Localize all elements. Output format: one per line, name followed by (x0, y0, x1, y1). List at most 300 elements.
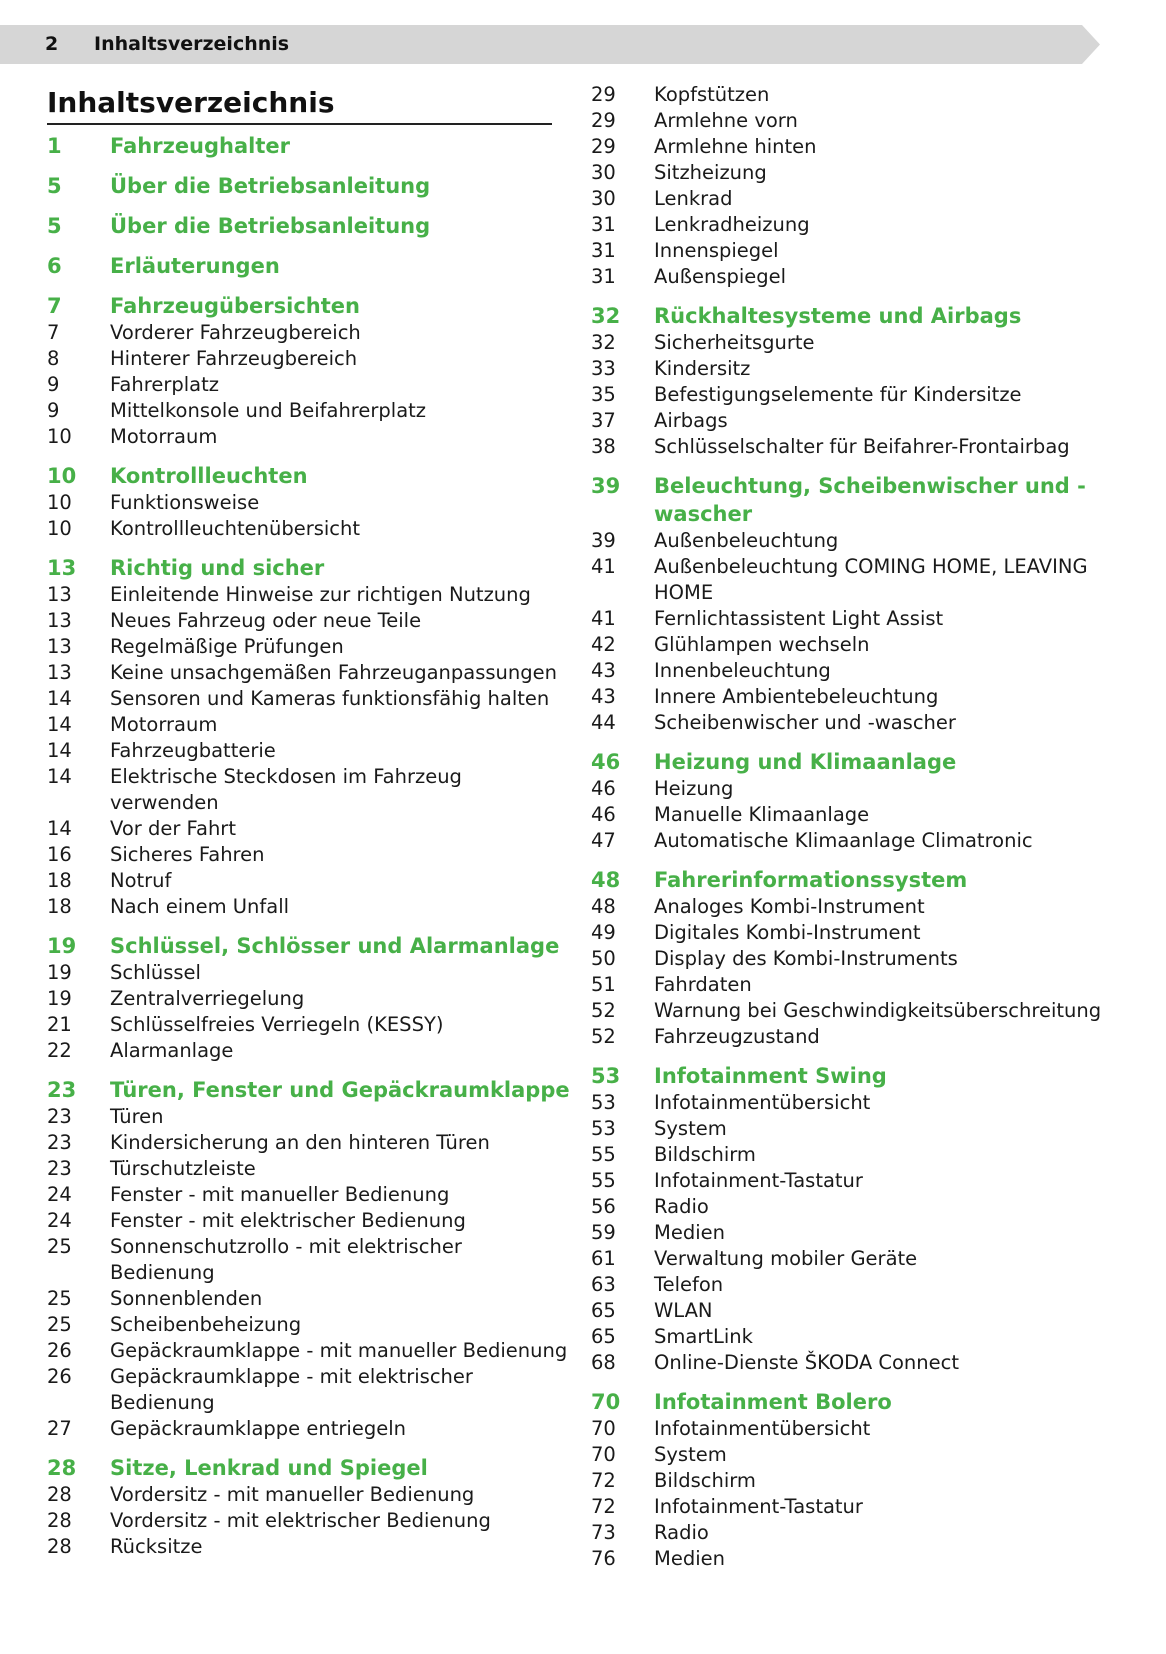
entry-title: Vordersitz - mit elektrischer Bedienung (110, 1509, 491, 1532)
toc-section-heading[interactable] (47, 212, 562, 240)
entry-page-number: 14 (47, 765, 72, 788)
entry-title: Armlehne hinten (654, 135, 817, 158)
toc-entry[interactable] (47, 582, 562, 608)
toc-section-heading[interactable] (47, 132, 562, 160)
section-page-number: 23 (47, 1078, 77, 1102)
entry-page-number: 70 (591, 1443, 616, 1466)
entry-title: Fenster - mit manueller Bedienung (110, 1183, 450, 1206)
entry-title: Fahrzeugbatterie (110, 739, 276, 762)
entry-page-number: 42 (591, 633, 616, 656)
section-page-number: 6 (47, 254, 62, 278)
entry-page-number: 32 (591, 331, 616, 354)
toc-entry[interactable] (591, 408, 1111, 434)
entry-page-number: 26 (47, 1365, 72, 1388)
entry-page-number: 25 (47, 1235, 72, 1258)
section-page-number: 5 (47, 174, 62, 198)
entry-title: Scheibenbeheizung (110, 1313, 302, 1336)
entry-title: Medien (654, 1221, 725, 1244)
entry-page-number: 29 (591, 83, 616, 106)
section-title: Fahrzeughalter (110, 134, 290, 158)
toc-entry[interactable] (591, 382, 1111, 408)
entry-page-number: 27 (47, 1417, 72, 1440)
entry-page-number: 53 (591, 1091, 616, 1114)
entry-page-number: 65 (591, 1299, 616, 1322)
toc-entry[interactable] (47, 608, 562, 634)
entry-title: Fenster - mit elektrischer Bedienung (110, 1209, 466, 1232)
toc-entry[interactable] (47, 634, 562, 660)
toc-section-heading[interactable] (591, 1062, 1111, 1090)
toc-entry[interactable] (591, 998, 1111, 1024)
entry-title: Alarmanlage (110, 1039, 234, 1062)
entry-title: Kindersitz (654, 357, 751, 380)
section-page-number: 28 (47, 1456, 77, 1480)
entry-title: Infotainmentübersicht (654, 1417, 871, 1440)
entry-page-number: 23 (47, 1131, 72, 1154)
toc-entry[interactable] (591, 632, 1111, 658)
toc-entry[interactable] (591, 946, 1111, 972)
toc-entry[interactable] (591, 1090, 1111, 1116)
toc-entry[interactable] (591, 356, 1111, 382)
toc-entry[interactable] (591, 1324, 1111, 1350)
toc-section-heading[interactable] (47, 1454, 562, 1482)
page-number: 2 (45, 33, 59, 55)
entry-page-number: 19 (47, 987, 72, 1010)
toc-entry[interactable] (47, 1534, 562, 1560)
entry-title: Medien (654, 1547, 725, 1570)
entry-title: Sicherheitsgurte (654, 331, 815, 354)
entry-page-number: 24 (47, 1183, 72, 1206)
toc-entry[interactable] (591, 684, 1111, 710)
toc-entry[interactable] (591, 1142, 1111, 1168)
entry-title: Heizung (654, 777, 734, 800)
entry-page-number: 23 (47, 1157, 72, 1180)
entry-title: Neues Fahrzeug oder neue Teile (110, 609, 422, 632)
toc-left-column (47, 132, 570, 1560)
entry-page-number: 29 (591, 135, 616, 158)
entry-page-number: 21 (47, 1013, 72, 1036)
entry-title: Türschutzleiste (110, 1157, 256, 1180)
entry-page-number: 16 (47, 843, 72, 866)
entry-title: Infotainment-Tastatur (654, 1495, 863, 1518)
toc-entry[interactable] (47, 424, 562, 450)
entry-page-number: 28 (47, 1535, 72, 1558)
section-title: Sitze, Lenkrad und Spiegel (110, 1456, 428, 1480)
entry-page-number: 47 (591, 829, 616, 852)
entry-page-number: 24 (47, 1209, 72, 1232)
entry-page-number: 25 (47, 1313, 72, 1336)
section-page-number: 46 (591, 750, 621, 774)
section-title: Erläuterungen (110, 254, 280, 278)
entry-title: Armlehne vorn (654, 109, 798, 132)
toc-entry[interactable] (591, 160, 1111, 186)
toc-entry[interactable] (47, 1338, 568, 1364)
entry-title: Motorraum (110, 425, 218, 448)
section-page-number: 7 (47, 294, 62, 318)
entry-title: Motorraum (110, 713, 218, 736)
toc-entry[interactable] (47, 1364, 562, 1416)
entry-page-number: 18 (47, 869, 72, 892)
entry-page-number: 46 (591, 777, 616, 800)
toc-entry[interactable] (591, 186, 1111, 212)
toc-entry[interactable] (47, 1286, 562, 1312)
toc-entry[interactable] (591, 1546, 1111, 1572)
entry-page-number: 13 (47, 661, 72, 684)
entry-title: Regelmäßige Prüfungen (110, 635, 344, 658)
section-title: Über die Betriebsanleitung (110, 174, 431, 198)
entry-title: Telefon (654, 1273, 724, 1296)
toc-entry[interactable] (47, 1156, 562, 1182)
entry-page-number: 70 (591, 1417, 616, 1440)
entry-title: Keine unsachgemäßen Fahrzeuganpassungen (110, 661, 557, 684)
entry-page-number: 14 (47, 817, 72, 840)
entry-page-number: 72 (591, 1469, 616, 1492)
entry-page-number: 10 (47, 425, 72, 448)
entry-title: Außenspiegel (654, 265, 787, 288)
entry-title: Online-Dienste ŠKODA Connect (654, 1351, 960, 1374)
toc-entry[interactable] (47, 516, 562, 542)
entry-title: Innenbeleuchtung (654, 659, 831, 682)
toc-section-heading[interactable] (591, 748, 1111, 776)
toc-section-heading[interactable] (47, 462, 562, 490)
toc-entry[interactable] (47, 712, 562, 738)
entry-page-number: 61 (591, 1247, 616, 1270)
entry-page-number: 41 (591, 555, 616, 578)
toc-entry[interactable] (47, 868, 562, 894)
toc-section-heading[interactable] (47, 554, 562, 582)
toc-entry[interactable] (591, 1116, 1111, 1142)
entry-title: SmartLink (654, 1325, 753, 1348)
toc-section-heading[interactable] (47, 1076, 570, 1104)
entry-title: Schlüssel (110, 961, 201, 984)
toc-entry[interactable] (591, 710, 1111, 736)
entry-title: Außenbeleuchtung (654, 529, 839, 552)
entry-page-number: 56 (591, 1195, 616, 1218)
entry-title: Bildschirm (654, 1143, 756, 1166)
section-title: Türen, Fenster und Gepäckraumklappe (110, 1078, 570, 1102)
toc-entry[interactable] (591, 1520, 1111, 1546)
entry-title: Fahrdaten (654, 973, 752, 996)
entry-title: Sonnenschutzrollo - mit elektrischer Bedienung (110, 1235, 462, 1284)
entry-title: Lenkrad (654, 187, 733, 210)
entry-page-number: 10 (47, 491, 72, 514)
toc-entry[interactable] (47, 346, 562, 372)
entry-page-number: 14 (47, 713, 72, 736)
section-page-number: 10 (47, 464, 77, 488)
entry-page-number: 23 (47, 1105, 72, 1128)
toc-entry[interactable] (591, 828, 1111, 854)
toc-entry[interactable] (591, 134, 1111, 160)
section-title: Fahrerinformationssystem (654, 868, 968, 892)
entry-page-number: 31 (591, 213, 616, 236)
entry-page-number: 22 (47, 1039, 72, 1062)
entry-title: Befestigungselemente für Kindersitze (654, 383, 1022, 406)
toc-right-column (591, 82, 1111, 1572)
entry-page-number: 14 (47, 739, 72, 762)
toc-entry[interactable] (591, 1416, 1111, 1442)
toc-entry[interactable] (47, 398, 562, 424)
entry-page-number: 46 (591, 803, 616, 826)
toc-entry[interactable] (591, 1298, 1111, 1324)
entry-title: Fahrzeugzustand (654, 1025, 820, 1048)
entry-page-number: 53 (591, 1117, 616, 1140)
toc-entry[interactable] (591, 1468, 1111, 1494)
toc-entry[interactable] (47, 764, 562, 816)
entry-title: Zentralverriegelung (110, 987, 305, 1010)
toc-entry[interactable] (591, 238, 1111, 264)
entry-title: Verwaltung mobiler Geräte (654, 1247, 918, 1270)
entry-page-number: 41 (591, 607, 616, 630)
entry-title: Glühlampen wechseln (654, 633, 870, 656)
entry-title: Analoges Kombi-Instrument (654, 895, 925, 918)
toc-entry[interactable] (47, 986, 562, 1012)
entry-page-number: 8 (47, 347, 60, 370)
entry-page-number: 31 (591, 239, 616, 262)
toc-entry[interactable] (591, 528, 1111, 554)
toc-entry[interactable] (591, 264, 1111, 290)
toc-entry[interactable] (47, 1038, 562, 1064)
toc-entry[interactable] (591, 1024, 1111, 1050)
section-page-number: 19 (47, 934, 77, 958)
toc-entry[interactable] (591, 108, 1111, 134)
toc-entry[interactable] (47, 894, 562, 920)
entry-title: Kopfstützen (654, 83, 770, 106)
entry-title: Scheibenwischer und -wascher (654, 711, 956, 734)
toc-entry[interactable] (47, 1104, 562, 1130)
entry-title: Kontrollleuchtenübersicht (110, 517, 361, 540)
toc-entry[interactable] (47, 1012, 562, 1038)
section-title: Schlüssel, Schlösser und Alarmanlage (110, 934, 560, 958)
entry-title: Notruf (110, 869, 172, 892)
entry-page-number: 25 (47, 1287, 72, 1310)
entry-title: Vor der Fahrt (110, 817, 236, 840)
section-page-number: 39 (591, 474, 621, 498)
entry-title: Gepäckraumklappe entriegeln (110, 1417, 406, 1440)
entry-title: Automatische Klimaanlage Climatronic (654, 829, 1033, 852)
toc-entry[interactable] (591, 1168, 1111, 1194)
toc-entry[interactable] (47, 1312, 562, 1338)
entry-title: System (654, 1117, 727, 1140)
toc-section-heading[interactable] (47, 932, 562, 960)
toc-entry[interactable] (591, 658, 1111, 684)
toc-entry[interactable] (591, 434, 1111, 460)
section-title: Rückhaltesysteme und Airbags (654, 304, 1022, 328)
toc-entry[interactable] (591, 1494, 1111, 1520)
toc-entry[interactable] (47, 1508, 562, 1534)
entry-title: Gepäckraumklappe - mit manueller Bedienung (110, 1339, 568, 1362)
toc-entry[interactable] (47, 686, 562, 712)
section-title: Über die Betriebsanleitung (110, 214, 431, 238)
toc-section-heading[interactable] (591, 302, 1111, 330)
entry-title: Fahrerplatz (110, 373, 219, 396)
section-page-number: 48 (591, 868, 621, 892)
entry-page-number: 51 (591, 973, 616, 996)
toc-entry[interactable] (47, 738, 562, 764)
toc-entry[interactable] (47, 1208, 562, 1234)
section-title: Infotainment Bolero (654, 1390, 892, 1414)
section-title: Infotainment Swing (654, 1064, 887, 1088)
entry-page-number: 39 (591, 529, 616, 552)
entry-title: Fernlichtassistent Light Assist (654, 607, 944, 630)
toc-section-heading[interactable] (47, 252, 562, 280)
section-title: Beleuchtung, Scheibenwischer und -wascher (654, 474, 1086, 526)
entry-page-number: 30 (591, 187, 616, 210)
toc-entry[interactable] (47, 1416, 562, 1442)
entry-page-number: 7 (47, 321, 60, 344)
entry-title: Funktionsweise (110, 491, 260, 514)
section-page-number: 32 (591, 304, 621, 328)
section-page-number: 13 (47, 556, 77, 580)
entry-page-number: 72 (591, 1495, 616, 1518)
running-header-title: Inhaltsverzeichnis (94, 33, 290, 55)
entry-title: Lenkradheizung (654, 213, 810, 236)
entry-title: Warnung bei Geschwindigkeitsüberschreitung (654, 999, 1102, 1022)
entry-title: Gepäckraumklappe - mit elektrischer Bedienung (110, 1365, 473, 1414)
toc-entry[interactable] (47, 372, 562, 398)
toc-entry[interactable] (47, 1130, 562, 1156)
toc-entry[interactable] (591, 1194, 1111, 1220)
section-title: Heizung und Klimaanlage (654, 750, 957, 774)
section-title: Kontrollleuchten (110, 464, 308, 488)
toc-section-heading[interactable] (591, 1388, 1111, 1416)
page-title: Inhaltsverzeichnis (47, 86, 335, 119)
entry-title: Sonnenblenden (110, 1287, 263, 1310)
entry-title: Radio (654, 1195, 709, 1218)
section-title: Fahrzeugübersichten (110, 294, 360, 318)
entry-page-number: 10 (47, 517, 72, 540)
entry-page-number: 65 (591, 1325, 616, 1348)
entry-page-number: 19 (47, 961, 72, 984)
toc-entry[interactable] (591, 920, 1111, 946)
entry-page-number: 28 (47, 1483, 72, 1506)
toc-entry[interactable] (47, 660, 562, 686)
entry-title: Nach einem Unfall (110, 895, 290, 918)
toc-entry[interactable] (47, 1234, 562, 1286)
entry-title: Mittelkonsole und Beifahrerplatz (110, 399, 427, 422)
entry-title: Vordersitz - mit manueller Bedienung (110, 1483, 475, 1506)
entry-title: Einleitende Hinweise zur richtigen Nutzung (110, 583, 531, 606)
entry-page-number: 43 (591, 659, 616, 682)
entry-page-number: 28 (47, 1509, 72, 1532)
toc-entry[interactable] (47, 842, 562, 868)
entry-page-number: 9 (47, 373, 60, 396)
toc-entry[interactable] (47, 320, 562, 346)
toc-entry[interactable] (591, 82, 1111, 108)
entry-title: Schlüsselschalter für Beifahrer-Frontairbag (654, 435, 1070, 458)
toc-entry[interactable] (591, 802, 1111, 828)
entry-page-number: 55 (591, 1143, 616, 1166)
entry-page-number: 49 (591, 921, 616, 944)
section-page-number: 1 (47, 134, 62, 158)
entry-title: Infotainmentübersicht (654, 1091, 871, 1114)
entry-page-number: 52 (591, 1025, 616, 1048)
entry-page-number: 14 (47, 687, 72, 710)
entry-page-number: 13 (47, 583, 72, 606)
toc-entry[interactable] (47, 490, 562, 516)
entry-page-number: 33 (591, 357, 616, 380)
entry-page-number: 9 (47, 399, 60, 422)
section-page-number: 53 (591, 1064, 621, 1088)
toc-section-heading[interactable] (591, 472, 1111, 528)
entry-title: Rücksitze (110, 1535, 203, 1558)
toc-entry[interactable] (591, 554, 1111, 606)
entry-title: Kindersicherung an den hinteren Türen (110, 1131, 490, 1154)
entry-title: Display des Kombi-Instruments (654, 947, 958, 970)
toc-entry[interactable] (591, 1350, 1111, 1376)
entry-title: Elektrische Steckdosen im Fahrzeug verwenden (110, 765, 462, 814)
entry-title: Innere Ambientebeleuchtung (654, 685, 939, 708)
toc-entry[interactable] (591, 894, 1111, 920)
entry-title: WLAN (654, 1299, 713, 1322)
entry-page-number: 73 (591, 1521, 616, 1544)
entry-title: Außenbeleuchtung COMING HOME, LEAVING HOME (654, 555, 1088, 604)
entry-title: Radio (654, 1521, 709, 1544)
entry-page-number: 68 (591, 1351, 616, 1374)
entry-title: Bildschirm (654, 1469, 756, 1492)
entry-page-number: 63 (591, 1273, 616, 1296)
entry-page-number: 18 (47, 895, 72, 918)
section-title: Richtig und sicher (110, 556, 325, 580)
entry-page-number: 26 (47, 1339, 72, 1362)
toc-entry[interactable] (591, 1442, 1111, 1468)
toc-section-heading[interactable] (47, 292, 562, 320)
entry-title: Hinterer Fahrzeugbereich (110, 347, 358, 370)
entry-page-number: 44 (591, 711, 616, 734)
section-page-number: 70 (591, 1390, 621, 1414)
entry-title: Sitzheizung (654, 161, 767, 184)
toc-entry[interactable] (47, 1182, 562, 1208)
toc-entry[interactable] (591, 972, 1111, 998)
entry-title: Sicheres Fahren (110, 843, 265, 866)
toc-entry[interactable] (591, 330, 1111, 356)
entry-page-number: 31 (591, 265, 616, 288)
entry-title: Schlüsselfreies Verriegeln (KESSY) (110, 1013, 444, 1036)
entry-title: Sensoren und Kameras funktionsfähig halten (110, 687, 550, 710)
toc-entry[interactable] (591, 212, 1111, 238)
entry-page-number: 50 (591, 947, 616, 970)
entry-title: Vorderer Fahrzeugbereich (110, 321, 361, 344)
entry-page-number: 43 (591, 685, 616, 708)
entry-page-number: 48 (591, 895, 616, 918)
toc-entry[interactable] (591, 1272, 1111, 1298)
toc-section-heading[interactable] (47, 172, 562, 200)
entry-page-number: 59 (591, 1221, 616, 1244)
entry-page-number: 13 (47, 609, 72, 632)
entry-title: Manuelle Klimaanlage (654, 803, 870, 826)
toc-entry[interactable] (591, 606, 1111, 632)
entry-title: Türen (110, 1105, 164, 1128)
entry-title: System (654, 1443, 727, 1466)
toc-entry[interactable] (591, 1246, 1111, 1272)
entry-page-number: 35 (591, 383, 616, 406)
entry-title: Airbags (654, 409, 728, 432)
entry-page-number: 37 (591, 409, 616, 432)
toc-entry[interactable] (591, 776, 1111, 802)
entry-page-number: 52 (591, 999, 616, 1022)
title-divider (47, 123, 552, 125)
toc-entry[interactable] (591, 1220, 1111, 1246)
entry-page-number: 30 (591, 161, 616, 184)
toc-entry[interactable] (47, 816, 562, 842)
toc-section-heading[interactable] (591, 866, 1111, 894)
entry-page-number: 38 (591, 435, 616, 458)
section-page-number: 5 (47, 214, 62, 238)
entry-page-number: 55 (591, 1169, 616, 1192)
entry-page-number: 76 (591, 1547, 616, 1570)
toc-entry[interactable] (47, 1482, 562, 1508)
entry-title: Infotainment-Tastatur (654, 1169, 863, 1192)
entry-page-number: 13 (47, 635, 72, 658)
toc-entry[interactable] (47, 960, 562, 986)
